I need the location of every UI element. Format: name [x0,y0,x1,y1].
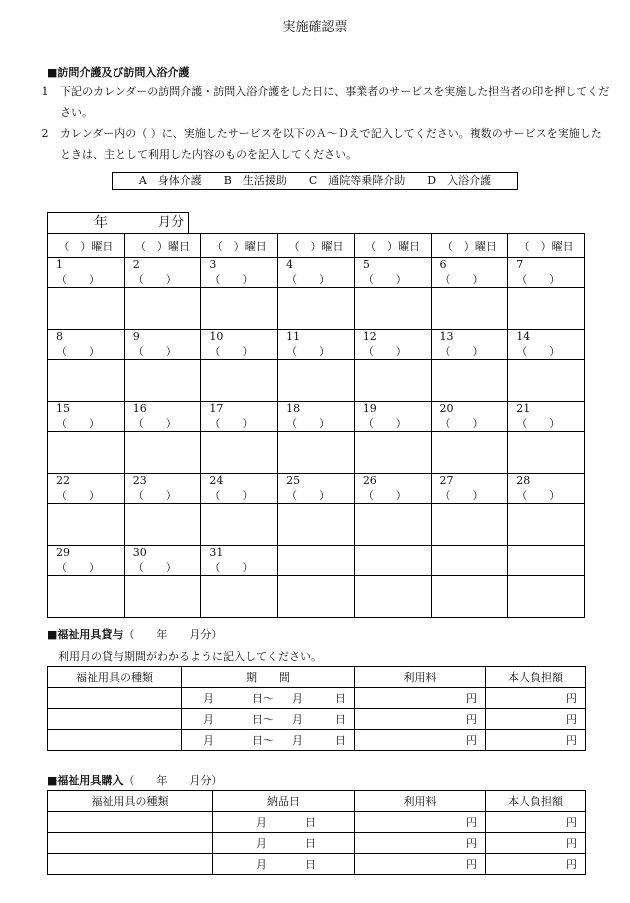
service-code-paren[interactable]: （ ） [209,489,254,502]
rental-item-type-cell[interactable] [48,730,182,751]
service-code-paren[interactable]: （ ） [132,417,177,430]
calendar-stamp-row [48,576,585,618]
stamp-cell[interactable] [431,432,508,474]
day-number: 9 [132,330,140,343]
calendar-stamp-row [48,432,585,474]
period-to-month: 月 [292,692,303,705]
stamp-cell[interactable] [278,288,355,330]
day-number: 19 [362,402,377,415]
rental-row [48,730,586,751]
calendar-date-cell[interactable] [124,258,201,288]
delivery-day: 日 [305,858,316,871]
stamp-cell[interactable] [201,504,278,546]
stamp-cell[interactable] [354,360,431,402]
purchase-col-self: 本人負担額 [486,791,586,812]
rental-fee-cell[interactable]: 円 [355,709,486,730]
calendar-stamp-row [48,360,585,402]
delivery-date-cell[interactable] [213,812,355,833]
delivery-month: 月 [256,837,267,850]
calendar-date-cell[interactable] [48,258,125,288]
instruction-2-text: カレンダー内の（ ）に、実施したサービスを以下のＡ～Ｄえで記入してください。複数のサービスを実施したときは、主として利用した内容のものを記入してください。 [60,127,602,161]
service-code-paren[interactable]: （ ） [132,273,177,286]
delivery-date-cell[interactable] [213,833,355,854]
stamp-cell[interactable] [508,288,585,330]
service-code-paren[interactable]: （ ） [439,273,484,286]
stamp-cell[interactable] [124,576,201,618]
rental-item-type-cell[interactable] [48,688,182,709]
purchase-period: （ 年 月分） [123,774,223,787]
day-number: 18 [286,402,301,415]
stamp-cell[interactable] [431,504,508,546]
service-code-paren[interactable]: （ ） [56,345,100,358]
calendar-date-cell[interactable] [124,474,201,504]
calendar-date-cell[interactable] [354,330,431,360]
calendar-date-row [48,402,585,432]
weekday-header-row [48,234,585,258]
calendar-date-cell[interactable] [508,402,585,432]
delivery-day: 日 [305,837,316,850]
rental-header-row [48,667,586,688]
purchase-col-date: 納品日 [213,791,355,812]
rental-period-cell[interactable] [182,688,355,709]
delivery-month: 月 [256,858,267,871]
rental-self-pay-cell[interactable]: 円 [486,688,586,709]
day-number: 12 [362,330,377,343]
day-number: 14 [516,330,531,343]
purchase-item-type-cell[interactable] [48,812,213,833]
calendar-year-month-box[interactable] [47,212,189,233]
stamp-cell[interactable] [124,432,201,474]
rental-row [48,709,586,730]
weekday-header-cell[interactable]: （ ）曜日 [278,234,355,258]
day-number: 11 [286,330,301,343]
service-code-paren[interactable]: （ ） [209,561,254,574]
service-code-paren[interactable]: （ ） [56,273,100,286]
purchase-fee-cell[interactable]: 円 [355,833,486,854]
purchase-col-fee: 利用料 [355,791,486,812]
stamp-cell[interactable] [201,432,278,474]
stamp-cell[interactable] [48,360,125,402]
rental-item-type-cell[interactable] [48,709,182,730]
day-number: 17 [209,402,224,415]
weekday-header-cell[interactable]: （ ）曜日 [124,234,201,258]
service-code-paren[interactable]: （ ） [132,345,177,358]
period-to-day: 日 [335,734,346,747]
day-number: 10 [209,330,224,343]
day-number: 2 [132,258,140,271]
calendar-date-cell [431,546,508,576]
service-code-paren[interactable]: （ ） [56,561,100,574]
service-code-paren[interactable]: （ ） [56,489,100,502]
calendar-date-cell[interactable] [48,330,125,360]
stamp-cell[interactable] [354,432,431,474]
day-number: 20 [439,402,454,415]
purchase-col-type: 福祉用具の種類 [48,791,213,812]
rental-fee-cell[interactable]: 円 [355,688,486,709]
stamp-cell[interactable] [508,432,585,474]
calendar-date-cell[interactable] [278,402,355,432]
service-code-paren[interactable]: （ ） [286,489,331,502]
day-number: 31 [209,546,224,559]
day-number: 7 [516,258,524,271]
stamp-cell[interactable] [278,360,355,402]
rental-period-cell[interactable] [182,709,355,730]
purchase-row [48,854,586,875]
purchase-section-heading: ■福祉用具購入 [47,774,124,787]
calendar-date-cell[interactable] [201,546,278,576]
calendar-month-label: 月分 [158,215,185,230]
service-code-paren[interactable]: （ ） [286,273,331,286]
instruction-2 [30,123,610,165]
service-code-paren[interactable]: （ ） [516,417,561,430]
calendar-date-cell[interactable] [124,330,201,360]
rental-note: 利用月の貸与期間がわかるように記入してください。 [58,650,322,663]
purchase-item-type-cell[interactable] [48,854,213,875]
day-number: 21 [516,402,531,415]
stamp-cell[interactable] [201,576,278,618]
period-from-month: 月 [203,692,214,705]
purchase-item-type-cell[interactable] [48,833,213,854]
calendar-stamp-row [48,288,585,330]
calendar-date-row [48,258,585,288]
calendar-date-cell[interactable] [508,330,585,360]
day-number: 27 [439,474,454,487]
service-code-paren[interactable]: （ ） [439,417,484,430]
calendar-date-cell[interactable] [278,330,355,360]
stamp-cell[interactable] [201,288,278,330]
day-number: 5 [362,258,370,271]
purchase-fee-cell[interactable]: 円 [355,854,486,875]
visit-calendar [47,233,585,618]
purchase-table [47,790,586,875]
calendar-stamp-row [48,504,585,546]
day-number: 8 [56,330,63,343]
calendar-date-cell[interactable] [508,474,585,504]
calendar-date-cell[interactable] [48,474,125,504]
day-number: 6 [439,258,447,271]
rental-period-cell[interactable] [182,730,355,751]
stamp-cell[interactable] [124,504,201,546]
service-code-paren[interactable]: （ ） [516,273,561,286]
weekday-header-cell[interactable]: （ ）曜日 [48,234,125,258]
stamp-cell[interactable] [48,504,125,546]
delivery-day: 日 [305,816,316,829]
period-to-day: 日 [335,692,346,705]
service-code-paren[interactable]: （ ） [209,417,254,430]
service-code-paren[interactable]: （ ） [362,345,407,358]
visit-instructions [30,81,610,165]
purchase-header-row [48,791,586,812]
weekday-header-cell[interactable]: （ ）曜日 [201,234,278,258]
weekday-header-cell[interactable]: （ ）曜日 [431,234,508,258]
stamp-cell[interactable] [124,288,201,330]
stamp-cell[interactable] [278,576,355,618]
calendar-date-row [48,546,585,576]
calendar-date-cell[interactable] [354,258,431,288]
rental-col-period: 期 間 [182,667,355,688]
rental-col-fee: 利用料 [355,667,486,688]
calendar-date-cell [278,546,355,576]
weekday-header-cell[interactable]: （ ）曜日 [508,234,585,258]
day-number: 16 [132,402,147,415]
instruction-2-number: 2 [41,127,49,140]
rental-fee-cell[interactable]: 円 [355,730,486,751]
day-number: 15 [56,402,70,415]
day-number: 1 [56,258,63,271]
day-number: 28 [516,474,531,487]
purchase-self-pay-cell[interactable]: 円 [486,854,586,875]
calendar-date-cell[interactable] [431,330,508,360]
purchase-row [48,833,586,854]
purchase-self-pay-cell[interactable]: 円 [486,833,586,854]
day-number: 4 [286,258,294,271]
stamp-cell[interactable] [508,576,585,618]
day-number: 29 [56,546,70,559]
day-number: 13 [439,330,454,343]
service-code-paren[interactable]: （ ） [362,273,407,286]
stamp-cell[interactable] [48,576,125,618]
stamp-cell[interactable] [431,360,508,402]
weekday-header-cell[interactable]: （ ）曜日 [354,234,431,258]
instruction-1 [30,81,610,123]
service-code-paren[interactable]: （ ） [209,273,254,286]
rental-period: （ 年 月分） [123,628,223,641]
service-code-paren[interactable]: （ ） [516,345,561,358]
calendar-date-cell[interactable] [201,402,278,432]
calendar-date-cell[interactable] [354,402,431,432]
period-to-month: 月 [292,734,303,747]
period-from-month: 月 [203,734,214,747]
stamp-cell[interactable] [124,360,201,402]
stamp-cell[interactable] [48,432,125,474]
period-from-day: 日～ [252,692,274,705]
rental-col-type: 福祉用具の種類 [48,667,182,688]
instruction-1-number: 1 [41,85,49,98]
service-code-paren[interactable]: （ ） [209,345,254,358]
service-code-paren[interactable]: （ ） [286,417,331,430]
calendar-date-cell [354,546,431,576]
purchase-section-heading-row [47,772,222,788]
service-code-paren[interactable]: （ ） [132,489,177,502]
service-code-paren[interactable]: （ ） [132,561,177,574]
calendar-date-cell[interactable] [201,474,278,504]
service-code-paren[interactable]: （ ） [56,417,100,430]
calendar-date-cell[interactable] [354,474,431,504]
service-code-paren[interactable]: （ ） [286,345,331,358]
rental-section-heading-row [47,626,222,642]
calendar-date-cell[interactable] [508,258,585,288]
stamp-cell[interactable] [431,576,508,618]
service-code-legend: A 身体介護 B 生活援助 C 通院等乗降介助 D 入浴介護 [112,172,518,190]
period-from-day: 日～ [252,713,274,726]
stamp-cell[interactable] [354,504,431,546]
rental-section-heading: ■福祉用具貸与 [47,628,124,641]
day-number: 24 [209,474,224,487]
service-code-paren[interactable]: （ ） [516,489,561,502]
calendar-date-cell[interactable] [278,474,355,504]
calendar-date-cell[interactable] [48,546,125,576]
rental-col-self: 本人負担額 [486,667,586,688]
calendar-date-cell[interactable] [124,546,201,576]
period-from-day: 日～ [252,734,274,747]
stamp-cell[interactable] [354,576,431,618]
calendar-date-cell[interactable] [431,474,508,504]
calendar-date-cell[interactable] [201,330,278,360]
calendar-date-row [48,474,585,504]
delivery-month: 月 [256,816,267,829]
day-number: 25 [286,474,301,487]
stamp-cell[interactable] [201,360,278,402]
stamp-cell[interactable] [278,432,355,474]
calendar-date-cell [508,546,585,576]
calendar-date-cell[interactable] [201,258,278,288]
delivery-date-cell[interactable] [213,854,355,875]
service-code-paren[interactable]: （ ） [362,489,407,502]
calendar-date-cell[interactable] [431,402,508,432]
calendar-date-cell[interactable] [278,258,355,288]
stamp-cell[interactable] [431,288,508,330]
calendar-date-row [48,330,585,360]
stamp-cell[interactable] [508,504,585,546]
stamp-cell[interactable] [354,288,431,330]
day-number: 22 [56,474,70,487]
service-code-paren[interactable]: （ ） [439,345,484,358]
rental-table [47,666,586,751]
day-number: 23 [132,474,147,487]
period-from-month: 月 [203,713,214,726]
visit-section-heading: ■訪問介護及び訪問入浴介護 [47,66,190,79]
service-code-paren[interactable]: （ ） [439,489,484,502]
period-to-day: 日 [335,713,346,726]
calendar-date-cell[interactable] [48,402,125,432]
service-code-paren[interactable]: （ ） [362,417,407,430]
calendar-year-label: 年 [94,215,108,231]
day-number: 3 [209,258,217,271]
calendar-date-cell[interactable] [124,402,201,432]
purchase-row [48,812,586,833]
rental-self-pay-cell[interactable]: 円 [486,709,586,730]
purchase-self-pay-cell[interactable]: 円 [486,812,586,833]
period-to-month: 月 [292,713,303,726]
instruction-1-text: 下記のカレンダーの訪問介護・訪問入浴介護をした日に、事業者のサービスを実施した担当者の印を押してください。 [60,85,610,119]
stamp-cell[interactable] [508,360,585,402]
rental-self-pay-cell[interactable]: 円 [486,730,586,751]
stamp-cell[interactable] [48,288,125,330]
stamp-cell[interactable] [278,504,355,546]
calendar-date-cell[interactable] [431,258,508,288]
purchase-fee-cell[interactable]: 円 [355,812,486,833]
day-number: 26 [362,474,377,487]
rental-row [48,688,586,709]
page-title: 実施確認票 [282,20,348,35]
day-number: 30 [132,546,147,559]
